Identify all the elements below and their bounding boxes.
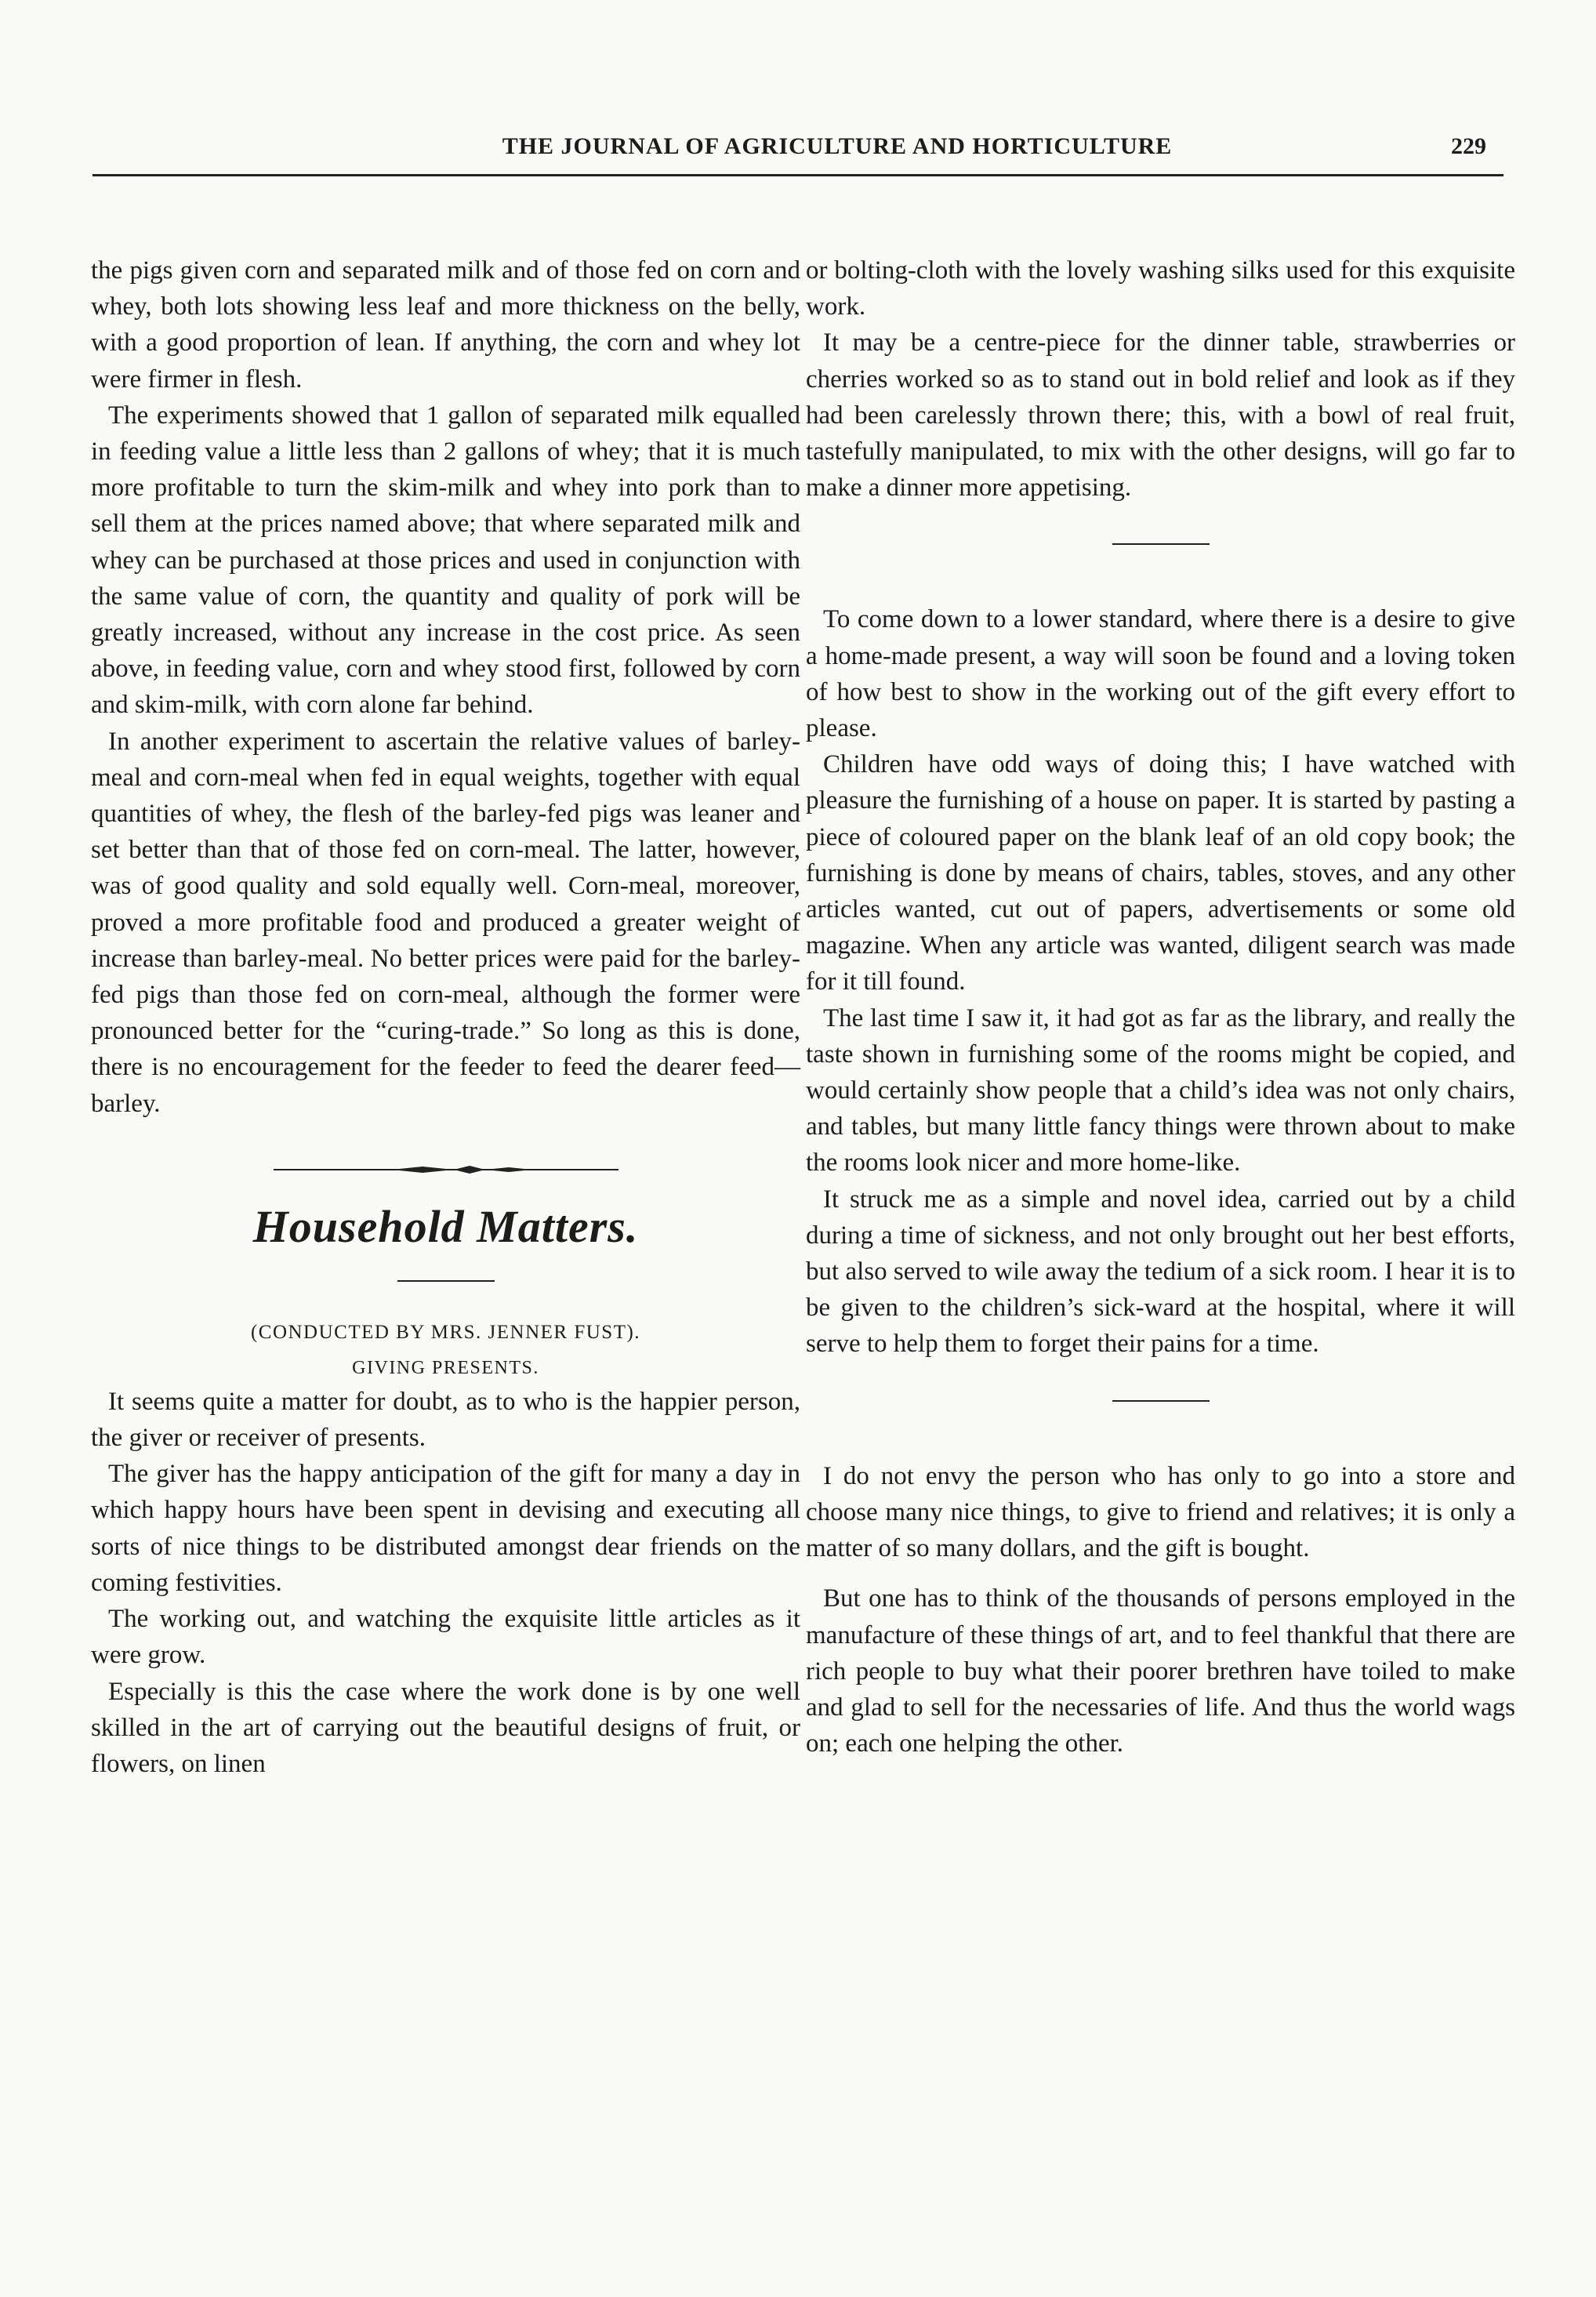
paragraph: The working out, and watching the exquisite little articles as it were grow. [91,1605,800,1670]
paragraph: the pigs given corn and separated milk and of those fed on corn and whey, both lots showing less leaf and more thickness on the belly, with a good proportion of lean. If anything, the corn and whey lot were firmer in flesh. [91,256,800,394]
paragraph: In another experiment to ascertain the relative values of barley-meal and corn-meal when fed in equal weights, together with equal quantities of whey, the flesh of the barley-fed pigs was leaner and set better than that of those fed on corn-meal. The latter, however, was of good quality and sold equally well. Corn-meal, moreover, proved a more profitable food and produced a greater weight of increase than barley-meal. No better prices were paid for the barley-fed pigs than those fed on corn-meal, although the former were pronounced better for the “curing-trade.” So long as this is done, there is no encouragement for the feeder to feed the dearer feed—barley. [91,727,800,1118]
right-column [806,252,1515,1762]
paragraph: It seems quite a matter for doubt, as to who is the happier person, the giver or receiver of presents. [91,1387,800,1453]
article-subheading: GIVING PRESENTS. [352,1357,539,1378]
paragraph: To come down to a lower standard, where there is a desire to give a home-made present, a way will soon be found and a loving token of how best to show in the working out of the gift every effort to please. [806,605,1515,743]
journal-title: THE JOURNAL OF AGRICULTURE AND HORTICULTURE [502,133,1173,159]
paragraph: Children have odd ways of doing this; I have watched with pleasure the furnishing of a house on paper. It is started by pasting a piece of coloured paper on the blank leaf of an old copy book; the furnishing is done by means of chairs, tables, stoves, and any other articles wanted, cut out of papers, advertisements or some old magazine. When any article was wanted, diligent search was made for it till found. [806,750,1515,996]
section-title: Household Matters. [252,1200,639,1252]
page-number: 229 [1451,133,1486,159]
header-rule [92,174,1504,176]
left-column [91,252,800,1782]
paragraph: But one has to think of the thousands of persons employed in the manufacture of these things of art, and to feel thankful that there are rich people to buy what their poorer brethren have toiled to make and glad to sell for the necessaries of life. And thus the world wags on; each one helping the other. [806,1584,1515,1758]
section-divider [1112,1400,1210,1402]
paragraph: or bolting-cloth with the lovely washing silks used for this exquisite work. [806,256,1515,321]
paragraph: The experiments showed that 1 gallon of separated milk equalled in feeding value a little less than 2 gallons of whey; that it is much more profitable to turn the skim-milk and whey into pork than to sell them at the prices named above; that where separated milk and whey can be purchased at those prices and used in conjunction with the same value of corn, the quantity and quality of pork will be greatly increased, without any increase in the cost price. As seen above, in feeding value, corn and whey stood first, followed by corn and skim-milk, with corn alone far behind. [91,401,800,720]
paragraph: The last time I saw it, it had got as far as the library, and really the taste shown in furnishing some of the rooms might be copied, and would certainly show people that a child’s idea was not only chairs, and tables, but many little fancy things were thrown about to make the rooms look nicer and more home-like. [806,1003,1515,1178]
section-divider [1112,543,1210,545]
short-rule [397,1280,495,1282]
paragraph: I do not envy the person who has only to go into a store and choose many nice things, to give to friend and relatives; it is only a matter of so many dollars, and the gift is bought. [806,1461,1515,1563]
paragraph: The giver has the happy anticipation of the gift for many a day in which happy hours have been spent in devising and executing all sorts of nice things to be distributed amongst dear friends on the coming festivities. [91,1460,800,1597]
conductor-line: (CONDUCTED BY MRS. JENNER FUST). [250,1321,641,1343]
paragraph: It may be a centre-piece for the dinner table, strawberries or cherries worked so as to stand out in bold relief and look as if they had been carelessly thrown there; this, with a bowl of real fruit, tastefully manipulated, to mix with the other designs, will go far to make a dinner more appetising. [806,328,1515,503]
paragraph: Especially is this the case where the work done is by one well skilled in the art of carrying out the beautiful designs of fruit, or flowers, on linen [91,1677,800,1778]
running-head [92,127,1504,166]
ornamental-divider [274,1164,618,1175]
paragraph: It struck me as a simple and novel idea, carried out by a child during a time of sickness, and not only brought out her best efforts, but also served to wile away the tedium of a sick room. I hear it is to be given to the children’s sick-ward at the hospital, where it will serve to help them to forget their pains for a time. [806,1185,1515,1359]
